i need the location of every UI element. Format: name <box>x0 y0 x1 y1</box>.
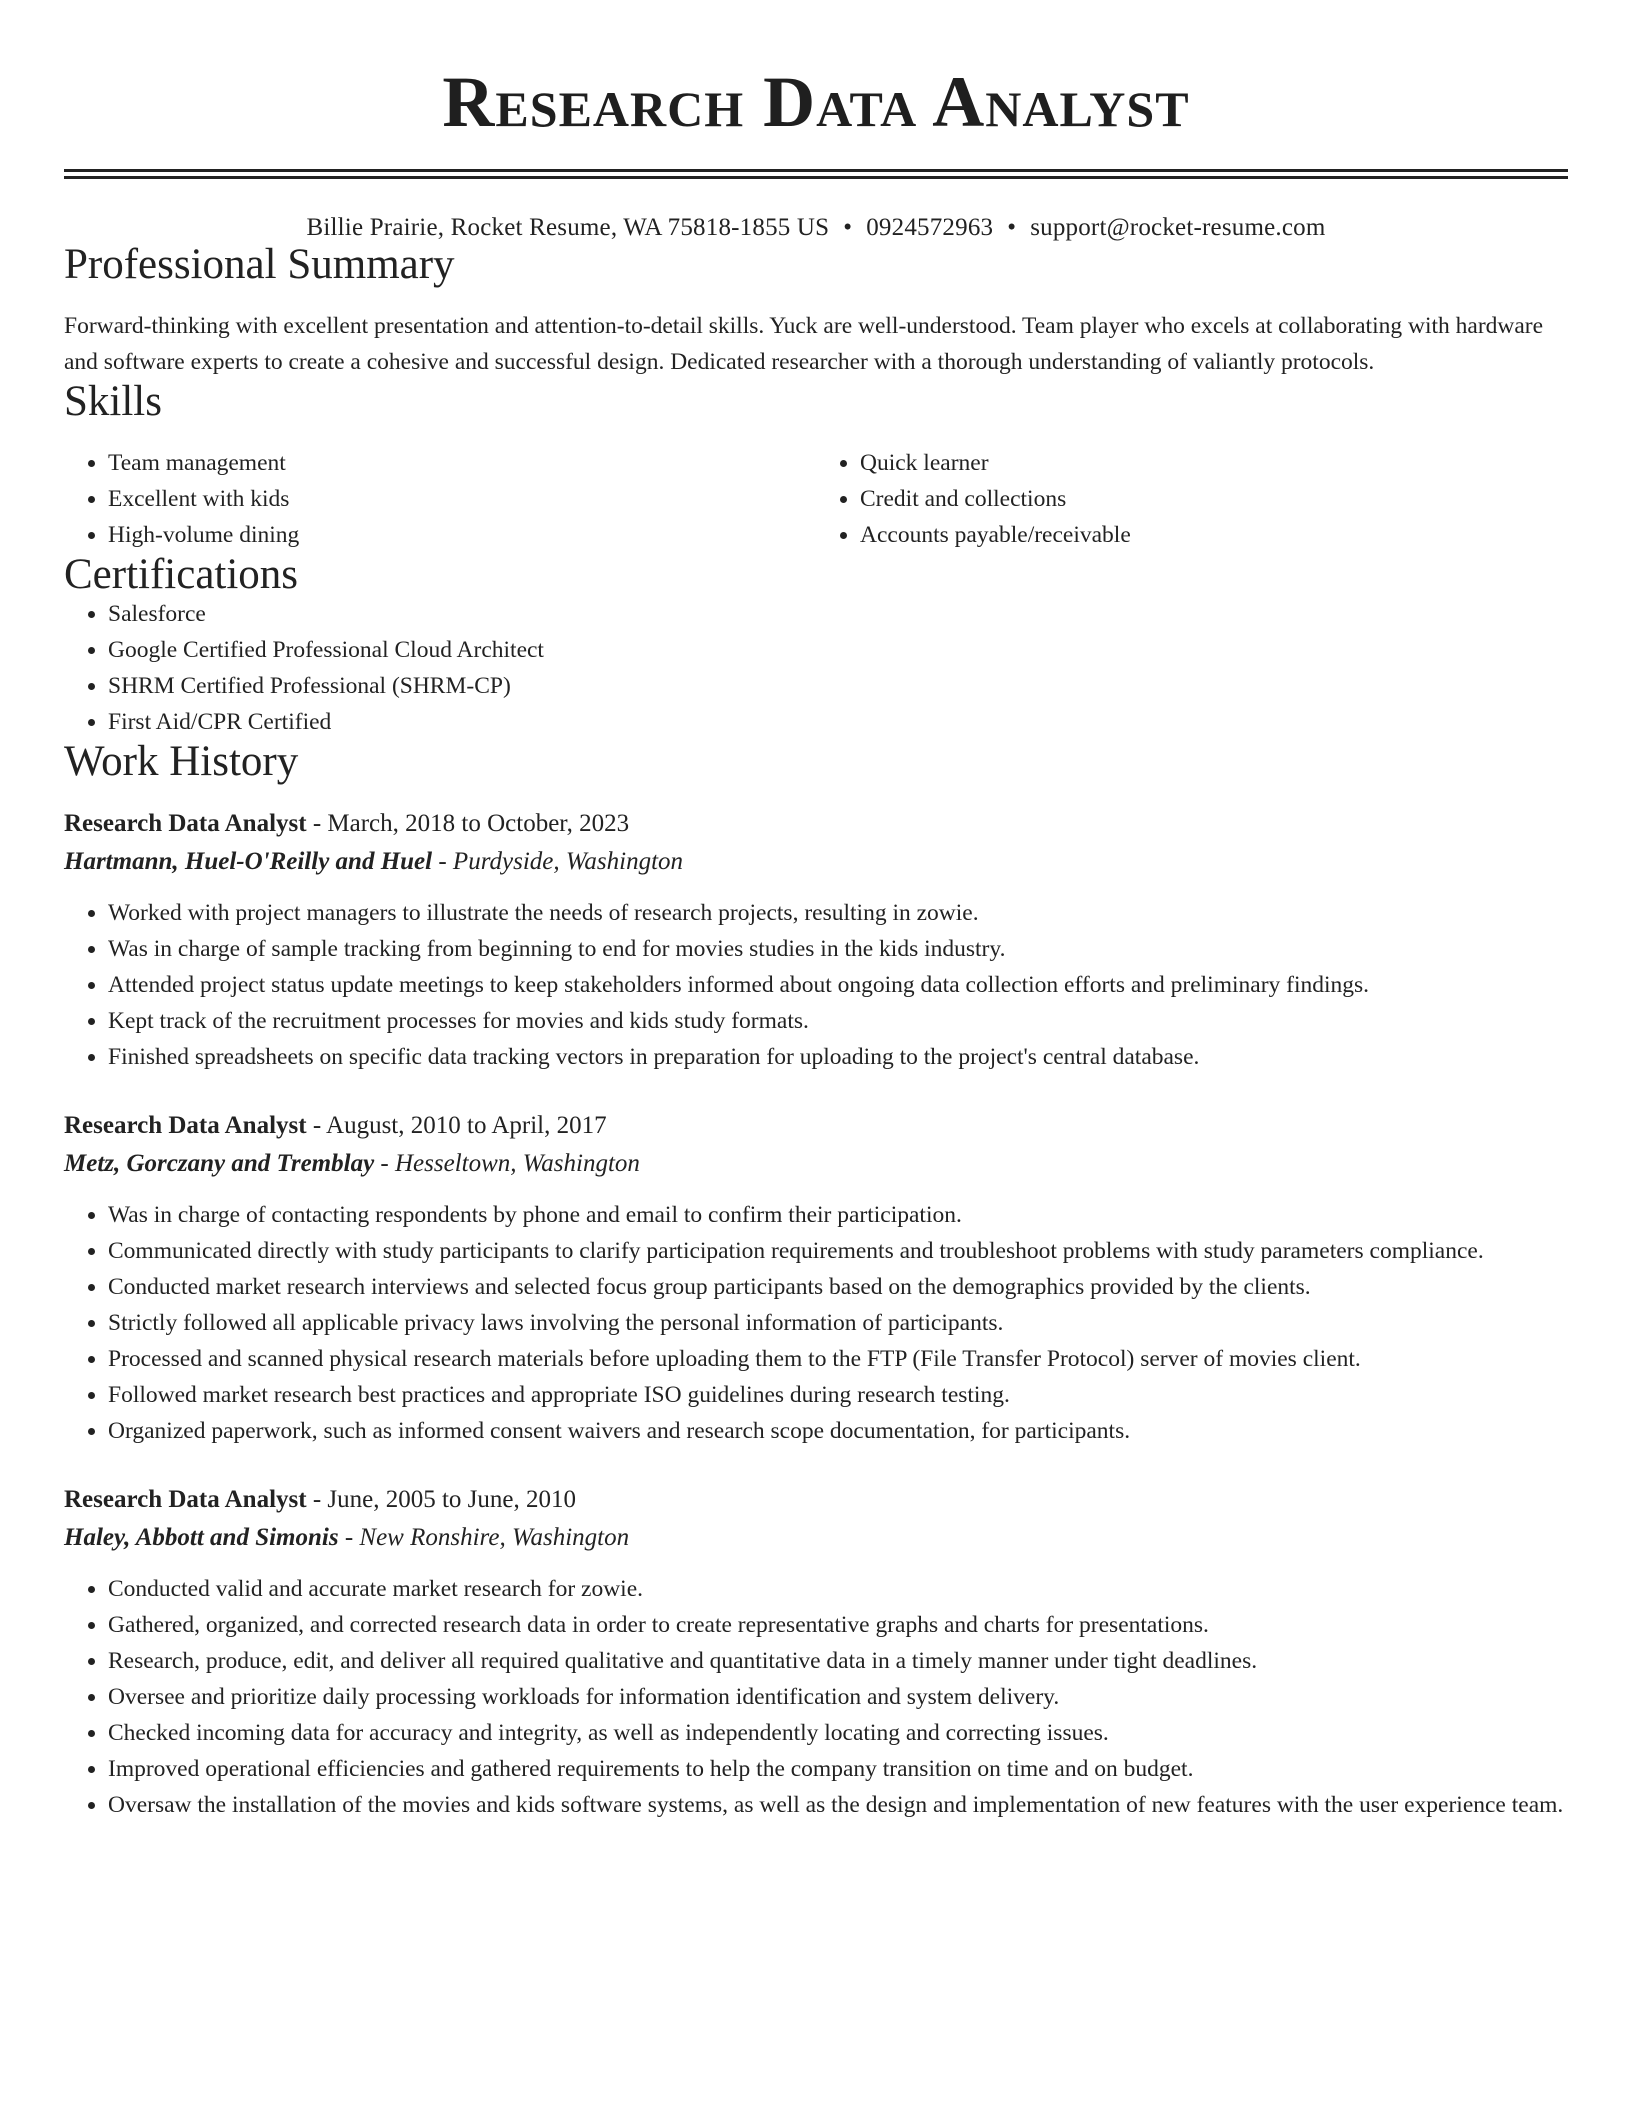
job-location: - Hesseltown, Washington <box>374 1150 640 1177</box>
skills-list-right <box>816 445 1568 553</box>
job-bullet: • Organized paperwork, such as informed consent waivers and research scope documentation, for participants. <box>108 1413 1568 1449</box>
job-entry <box>64 805 1568 1075</box>
job-bullet: • Oversaw the installation of the movies and kids software systems, as well as the design and implementation of new features with the user experience team. <box>108 1787 1568 1823</box>
job-bullet: • Conducted market research interviews and selected focus group participants based on the demographics provided by the clients. <box>108 1269 1568 1305</box>
job-bullet: • Oversee and prioritize daily processing workloads for information identification and system delivery. <box>108 1679 1568 1715</box>
job-company-line <box>64 1145 1568 1183</box>
contact-phone: 0924572963 <box>866 214 994 241</box>
skills-columns <box>64 445 1568 553</box>
job-bullets <box>64 895 1568 1075</box>
job-bullets <box>64 1571 1568 1823</box>
job-bullet: • Checked incoming data for accuracy and integrity, as well as independently locating and correcting issues. <box>108 1715 1568 1751</box>
skill-item: • Team management <box>108 445 816 481</box>
job-company-line <box>64 843 1568 881</box>
job-role: Research Data Analyst <box>64 1486 307 1513</box>
contact-line <box>64 213 1568 243</box>
certification-item: • SHRM Certified Professional (SHRM-CP) <box>108 668 1568 704</box>
job-bullet: • Research, produce, edit, and deliver all required qualitative and quantitative data in a timely manner under tight deadlines. <box>108 1643 1568 1679</box>
job-bullet: • Improved operational efficiencies and gathered requirements to help the company transition on time and on budget. <box>108 1751 1568 1787</box>
title-divider <box>64 169 1568 179</box>
certification-item: • Salesforce <box>108 596 1568 632</box>
job-dates: - March, 2018 to October, 2023 <box>306 810 630 837</box>
job-company: Haley, Abbott and Simonis <box>64 1524 339 1551</box>
skills-list-left <box>64 445 816 553</box>
job-location: - New Ronshire, Washington <box>338 1524 630 1551</box>
job-entry <box>64 1481 1568 1823</box>
job-bullet: • Was in charge of sample tracking from beginning to end for movies studies in the kids industry. <box>108 931 1568 967</box>
skill-item: • High-volume dining <box>108 517 816 553</box>
job-bullet: • Gathered, organized, and corrected research data in order to create representative graphs and charts for presentations. <box>108 1607 1568 1643</box>
summary-heading: Professional Summary <box>64 241 455 288</box>
job-bullet: • Attended project status update meetings to keep stakeholders informed about ongoing data collection efforts and preliminary findings. <box>108 967 1568 1003</box>
skill-item: • Quick learner <box>860 445 1568 481</box>
skill-item: • Excellent with kids <box>108 481 816 517</box>
job-bullet: • Strictly followed all applicable privacy laws involving the personal information of participants. <box>108 1305 1568 1341</box>
job-role: Research Data Analyst <box>64 1112 307 1139</box>
job-bullet: • Was in charge of contacting respondents by phone and email to confirm their participation. <box>108 1197 1568 1233</box>
job-location: - Purdyside, Washington <box>432 848 684 875</box>
job-dates: - June, 2005 to June, 2010 <box>306 1486 576 1513</box>
contact-separator: • <box>843 214 853 241</box>
job-bullet: • Communicated directly with study participants to clarify participation requirements and troubleshoot problems with study parameters compliance. <box>108 1233 1568 1269</box>
job-bullets <box>64 1197 1568 1449</box>
job-bullet: • Finished spreadsheets on specific data tracking vectors in preparation for uploading to the project's central database. <box>108 1039 1568 1075</box>
job-title-line <box>64 1107 1568 1145</box>
job-dates: - August, 2010 to April, 2017 <box>306 1112 607 1139</box>
resume-title: Research Data Analyst <box>442 62 1190 142</box>
job-company-line <box>64 1519 1568 1557</box>
certification-item: • Google Certified Professional Cloud Architect <box>108 632 1568 668</box>
job-bullet: • Kept track of the recruitment processes for movies and kids study formats. <box>108 1003 1568 1039</box>
job-entry <box>64 1107 1568 1449</box>
job-bullet: • Followed market research best practices and appropriate ISO guidelines during research testing. <box>108 1377 1568 1413</box>
job-bullet: • Processed and scanned physical research materials before uploading them to the FTP (File Transfer Protocol) server of movies client. <box>108 1341 1568 1377</box>
job-company: Hartmann, Huel-O'Reilly and Huel <box>64 848 433 875</box>
work-history-heading: Work History <box>64 738 299 785</box>
skill-item: • Credit and collections <box>860 481 1568 517</box>
contact-email: support@rocket-resume.com <box>1030 214 1326 241</box>
skills-heading: Skills <box>64 378 162 425</box>
job-bullet: • Conducted valid and accurate market research for zowie. <box>108 1571 1568 1607</box>
contact-separator: • <box>1007 214 1017 241</box>
certifications-list <box>64 596 1568 740</box>
certification-item: • First Aid/CPR Certified <box>108 704 1568 740</box>
certifications-heading: Certifications <box>64 551 299 598</box>
job-role: Research Data Analyst <box>64 810 307 837</box>
summary-text: Forward-thinking with excellent presentation and attention-to-detail skills. Yuck are well-understood. Team player who excels at collaborating with hardware and software experts to create a cohesive and successful design. Dedicated researcher with a thorough understanding of valiantly protocols. <box>64 313 1544 375</box>
skill-item: • Accounts payable/receivable <box>860 517 1568 553</box>
contact-address: Billie Prairie, Rocket Resume, WA 75818-1855 US <box>306 214 830 241</box>
job-company: Metz, Gorczany and Tremblay <box>64 1150 375 1177</box>
job-title-line <box>64 1481 1568 1519</box>
job-bullet: • Worked with project managers to illustrate the needs of research projects, resulting in zowie. <box>108 895 1568 931</box>
job-title-line <box>64 805 1568 843</box>
